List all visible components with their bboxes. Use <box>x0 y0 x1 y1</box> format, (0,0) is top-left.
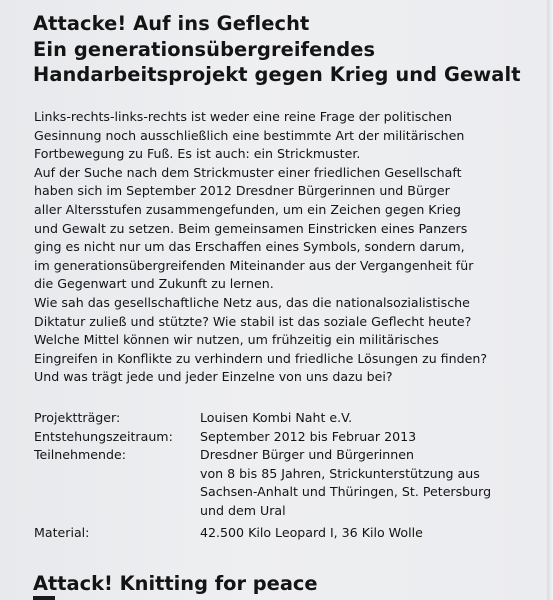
credit-row-participants <box>34 446 491 520</box>
body-line: Eingreifen in Konflikte zu verhindern und friedliche Lösungen zu finden? <box>34 350 487 366</box>
body-line: im generationsübergreifenden Miteinander aus der Vergangenheit für <box>34 257 474 273</box>
title-line: Attacke! Auf ins Geflecht <box>33 12 310 35</box>
credit-row-sponsor <box>34 409 491 428</box>
title-line: Ein generationsübergreifendes <box>33 37 376 61</box>
project-credits <box>34 409 491 542</box>
participants-line: Dresdner Bürger und Bürgerinnen <box>200 447 414 463</box>
body-line: Links-rechts-links-rechts ist weder eine reine Frage der politischen <box>34 109 452 124</box>
title-line: Handarbeitsprojekt gegen Krieg und Gewalt <box>33 63 521 86</box>
participants-label: Teilnehmende: <box>34 447 126 463</box>
period-value: September 2012 bis Februar 2013 <box>200 428 417 444</box>
german-description <box>34 108 487 387</box>
body-line: Diktatur zuließ und stützte? Wie stabil ist das soziale Geflecht heute? <box>34 313 472 329</box>
english-title: Attack! Knitting for peace <box>33 572 318 595</box>
body-line: haben sich im September 2012 Dresdner Bürgerinnen und Bürger <box>34 183 450 199</box>
material-value: 42.500 Kilo Leopard I, 36 Kilo Wolle <box>200 524 423 540</box>
body-line: Gesinnung noch ausschließlich eine bestimmte Art der militärischen <box>34 127 465 143</box>
credit-row-material <box>34 524 491 543</box>
german-title <box>33 11 521 88</box>
body-line: Wie sah das gesellschaftliche Netz aus, das die nationalsozialistische <box>34 294 470 310</box>
credit-row-period <box>34 428 491 447</box>
participants-line: von 8 bis 85 Jahren, Strickunterstützung aus <box>200 465 480 481</box>
participants-line: und dem Ural <box>200 502 286 518</box>
body-line: Auf der Suche nach dem Strickmuster einer friedlichen Gesellschaft <box>34 164 462 180</box>
sponsor-value: Louisen Kombi Naht e.V. <box>200 410 353 425</box>
body-line: Fortbewegung zu Fuß. Es ist auch: ein Strickmuster. <box>34 146 361 162</box>
participants-value <box>200 446 491 520</box>
body-line: ging es nicht nur um das Erschaffen eines Symbols, sondern darum, <box>34 239 465 255</box>
body-line: Welche Mittel können wir nutzen, um frühzeitig ein militärisches <box>34 332 439 348</box>
body-line: die Gegenwart und Zukunft zu lernen. <box>34 276 274 292</box>
period-label: Entstehungszeitraum: <box>34 428 173 444</box>
body-line: Und was trägt jede und jeder Einzelne von uns dazu bei? <box>34 369 393 385</box>
panel-edge <box>547 0 553 600</box>
body-line: und Gewalt zu setzen. Beim gemeinsamen Einstricken eines Panzers <box>34 220 468 236</box>
body-line: aller Altersstufen zusammengefunden, um ein Zeichen gegen Krieg <box>34 201 461 217</box>
cropped-next-line <box>33 596 55 600</box>
material-label: Material: <box>34 524 90 540</box>
sponsor-label: Projektträger: <box>34 410 121 425</box>
participants-line: Sachsen-Anhalt und Thüringen, St. Petersburg <box>200 484 492 500</box>
